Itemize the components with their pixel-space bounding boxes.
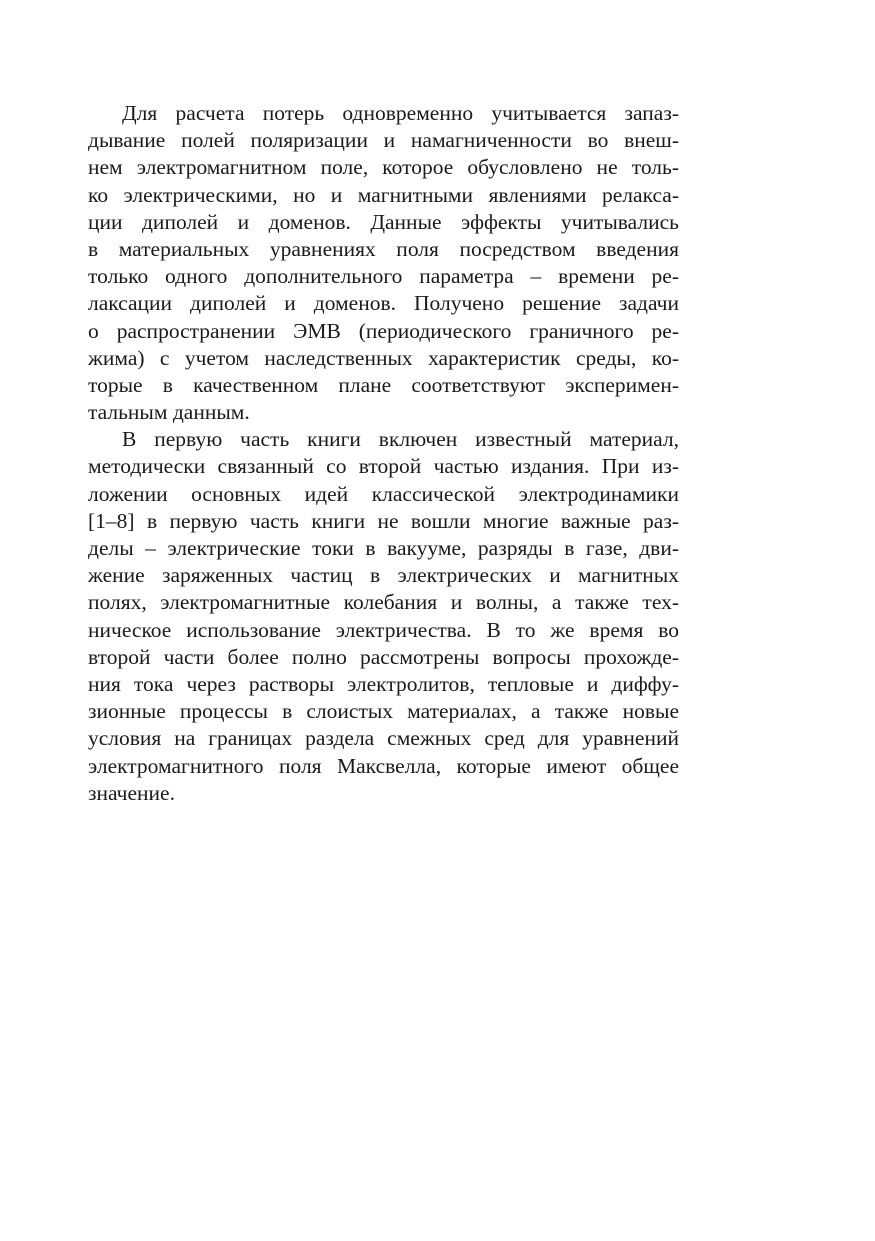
text-line: ния тока через растворы электролитов, тепловые и диффу- [88, 671, 679, 696]
text-line: Для расчета потерь одновременно учитывается запаз- [122, 101, 679, 125]
text-line: зионные процессы в слоистых материалах, а также новые [88, 699, 679, 724]
text-line: методически связанный со второй частью издания. При из- [88, 454, 679, 479]
text-line: ко электрическими, но и магнитными явлениями релакса- [88, 182, 679, 207]
text-line: ническое использование электричества. В то же время во [88, 617, 679, 642]
text-line: жение заряженных частиц в электрических и магнитных [88, 563, 679, 588]
text-line: торые в качественном плане соответствуют эксперимен- [88, 372, 679, 397]
text-line: условия на границах раздела смежных сред для уравнений [88, 726, 679, 751]
text-line: делы – электрические токи в вакууме, разряды в газе, дви- [88, 536, 679, 560]
text-line: о распространении ЭМВ (периодического граничного ре- [88, 318, 679, 343]
text-line: в материальных уравнениях поля посредством введения [88, 236, 679, 261]
text-line: только одного дополнительного параметра – времени ре- [88, 264, 679, 289]
text-line: электромагнитного поля Максвелла, которые имеют общее [88, 753, 679, 778]
text-line: дывание полей поляризации и намагниченности во внеш- [88, 128, 679, 153]
text-line: лаксации диполей и доменов. Получено решение задачи [88, 291, 679, 316]
text-line: ции диполей и доменов. Данные эффекты учитывались [88, 209, 679, 234]
text-line: значение. [88, 780, 175, 805]
body-text [88, 100, 679, 807]
text-line: тальным данным. [88, 400, 250, 425]
paragraph-2 [88, 426, 679, 807]
text-line: ложении основных идей классической электродинамики [88, 481, 679, 506]
text-line: второй части более полно рассмотрены вопросы прохожде- [88, 644, 679, 669]
text-line: нем электромагнитном поле, которое обусловлено не толь- [88, 155, 679, 180]
paragraph-1 [88, 100, 679, 426]
text-line: жима) с учетом наследственных характеристик среды, ко- [88, 345, 679, 370]
text-line: полях, электромагнитные колебания и волны, а также тех- [88, 590, 679, 615]
text-line: В первую часть книги включен известный материал, [122, 427, 679, 452]
text-line: [1–8] в первую часть книги не вошли многие важные раз- [88, 508, 679, 533]
